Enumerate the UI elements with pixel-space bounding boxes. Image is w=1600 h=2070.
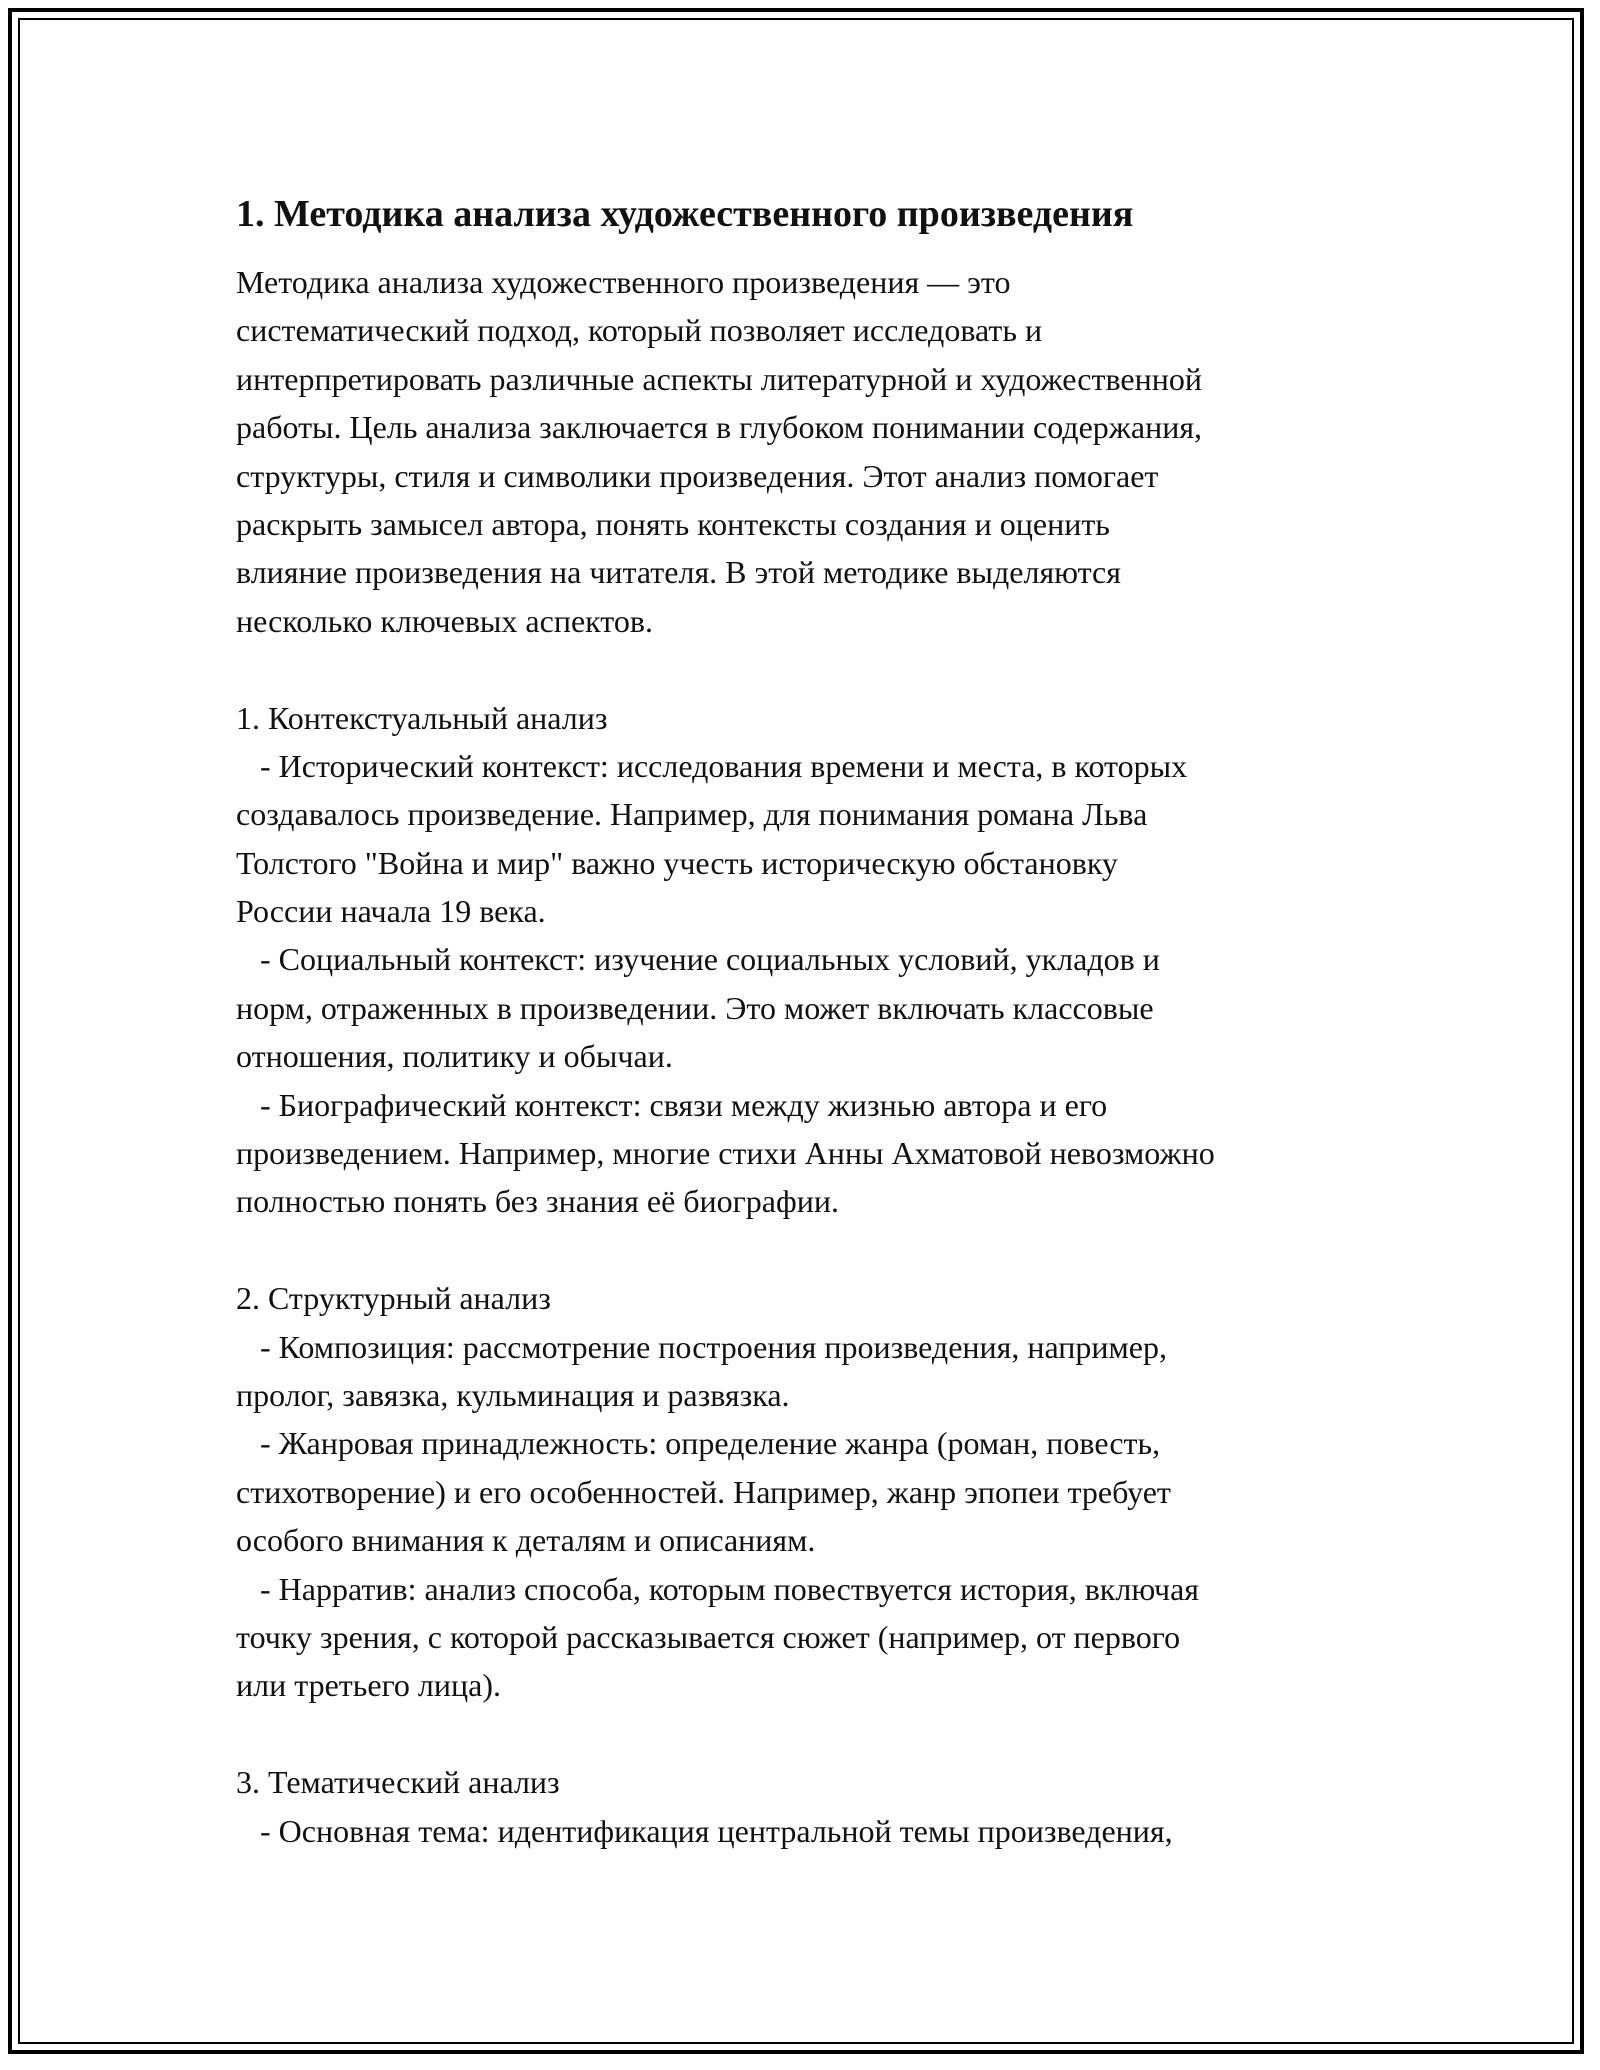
document-body (236, 258, 1376, 1855)
list-heading: 1. Контекстуальный анализ (236, 699, 608, 736)
blank-line (236, 1710, 1376, 1758)
text-line: стихотворение) и его особенностей. Например, жанр эпопеи требует (236, 1473, 1171, 1510)
text-line: точку зрения, с которой рассказывается сюжет (например, от первого (236, 1618, 1181, 1655)
text-line: создавалось произведение. Например, для понимания романа Льва (236, 796, 1148, 833)
text-line: систематический подход, который позволяет исследовать и (236, 312, 1043, 349)
blank-line (236, 645, 1376, 693)
blank-line (236, 1226, 1376, 1274)
text-line: пролог, завязка, кульминация и развязка. (236, 1376, 790, 1413)
text-line: или третьего лица). (236, 1667, 501, 1704)
section-contextual-analysis (236, 694, 1376, 1226)
section-thematic-analysis (236, 1758, 1376, 1855)
text-line: - Основная тема: идентификация центральной темы произведения, (236, 1812, 1173, 1849)
text-line: отношения, политику и обычаи. (236, 1038, 673, 1075)
text-line: несколько ключевых аспектов. (236, 602, 653, 639)
text-line: особого внимания к деталям и описаниям. (236, 1522, 816, 1559)
list-heading: 3. Тематический анализ (236, 1764, 560, 1801)
text-line: произведением. Например, многие стихи Анны Ахматовой невозможно (236, 1135, 1215, 1172)
text-line: России начала 19 века. (236, 893, 546, 930)
text-line: раскрыть замысел автора, понять контексты создания и оценить (236, 505, 1110, 542)
text-line: - Жанровая принадлежность: определение жанра (роман, повесть, (236, 1425, 1161, 1462)
text-line: Методика анализа художественного произведения — это (236, 264, 1011, 300)
intro-paragraph (236, 258, 1376, 645)
section-structural-analysis (236, 1274, 1376, 1710)
section-heading: 1. Методика анализа художественного произведения (236, 193, 1134, 235)
document-page (236, 186, 1376, 1855)
text-line: - Исторический контекст: исследования времени и места, в которых (236, 747, 1188, 784)
text-line: интерпретировать различные аспекты литературной и художественной (236, 360, 1202, 397)
text-line: Толстого "Война и мир" важно учесть историческую обстановку (236, 844, 1118, 881)
text-line: - Социальный контекст: изучение социальных условий, укладов и (236, 941, 1160, 978)
text-line: - Биографический контекст: связи между жизнью автора и его (236, 1086, 1108, 1123)
text-line: полностью понять без знания её биографии. (236, 1183, 839, 1220)
list-heading: 2. Структурный анализ (236, 1280, 551, 1317)
text-line: структуры, стиля и символики произведения. Этот анализ помогает (236, 457, 1159, 494)
text-line: влияние произведения на читателя. В этой методике выделяются (236, 554, 1121, 591)
text-line: норм, отраженных в произведении. Это может включать классовые (236, 989, 1154, 1026)
text-line: работы. Цель анализа заключается в глубоком понимании содержания, (236, 409, 1203, 446)
text-line: - Композиция: рассмотрение построения произведения, например, (236, 1328, 1167, 1365)
text-line: - Нарратив: анализ способа, которым повествуется история, включая (236, 1570, 1200, 1607)
